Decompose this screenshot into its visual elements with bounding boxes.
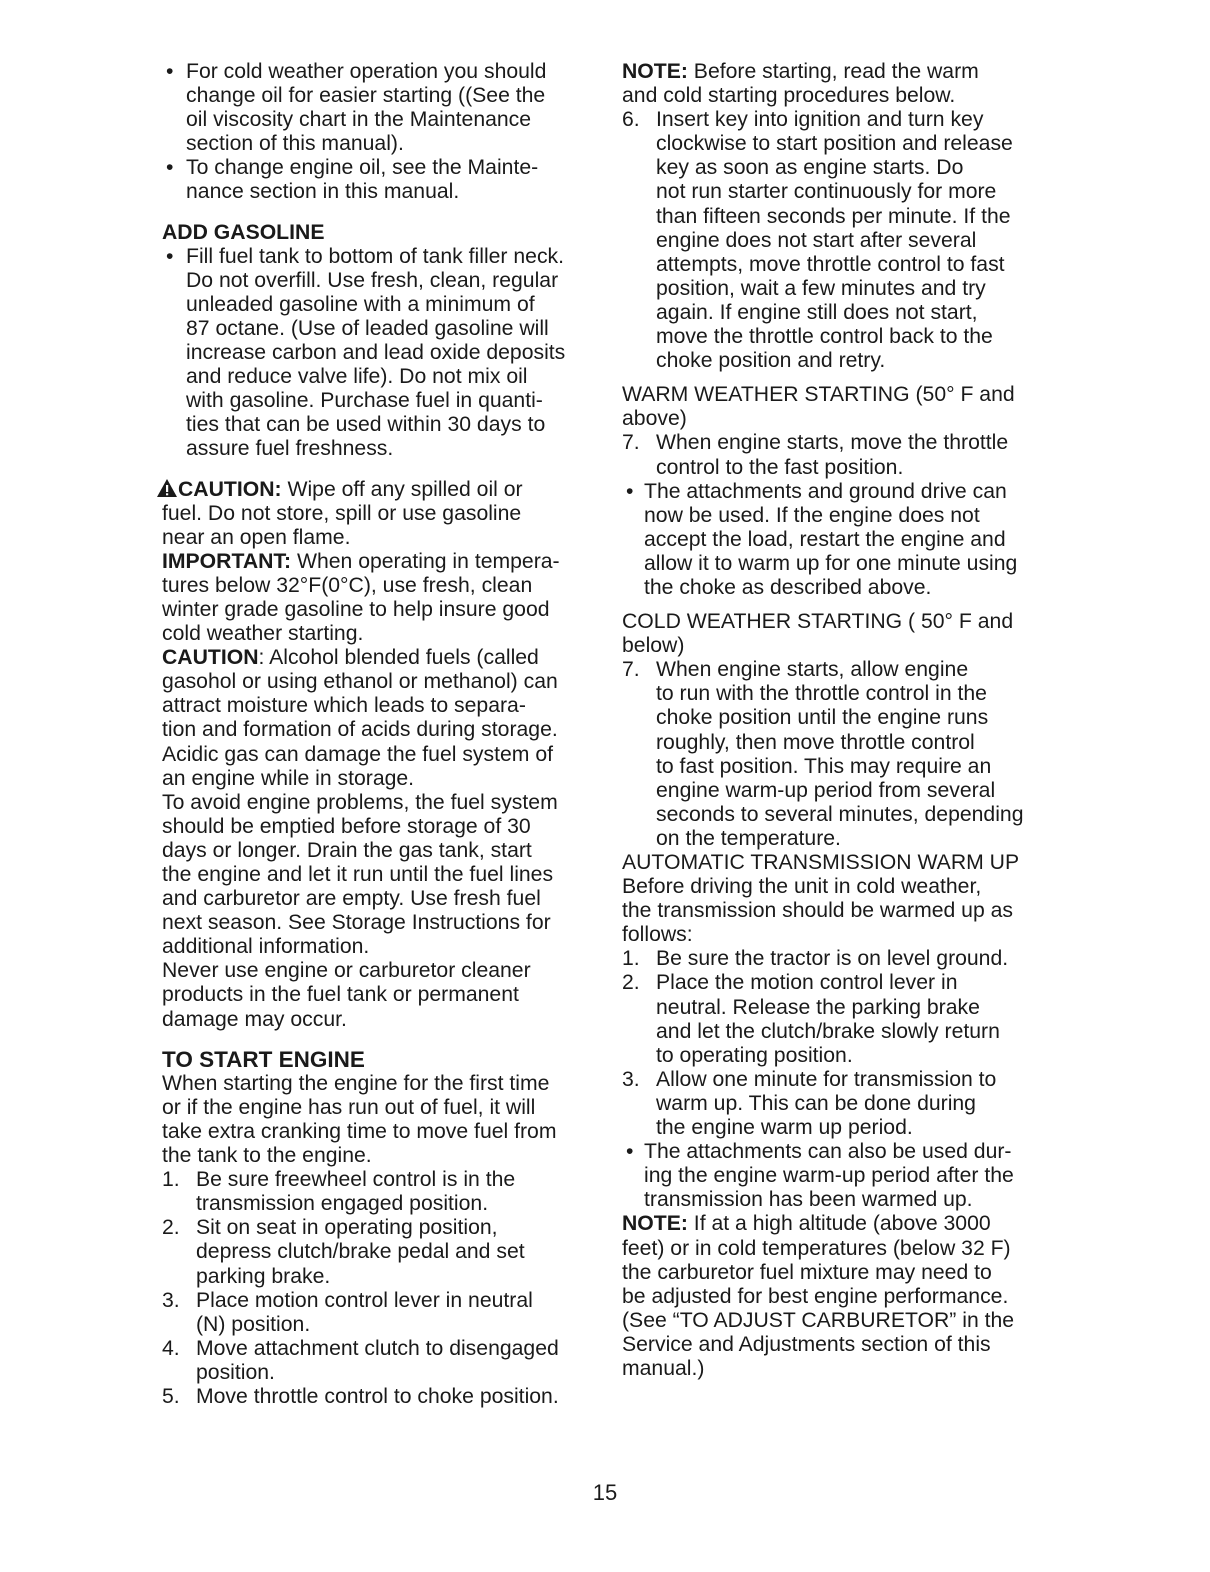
text-line: ing the engine warm-up period after the: [644, 1164, 1014, 1188]
text-line: take extra cranking time to move fuel from: [162, 1119, 557, 1143]
text-line: the engine warm up period.: [656, 1116, 913, 1140]
oil-bullet-1: [162, 60, 600, 156]
start-engine-heading: TO START ENGINE: [162, 1046, 365, 1072]
text-line: section of this manual).: [186, 132, 404, 156]
step-number: 7.: [622, 658, 640, 682]
text-line: 7. When engine starts, move the throttle: [622, 431, 1009, 455]
step-number: 7.: [622, 431, 640, 455]
start-step-2: [162, 1216, 600, 1288]
text-line: 3. Allow one minute for transmission to: [622, 1067, 997, 1091]
text-line: 6. Insert key into ignition and turn key: [622, 108, 984, 132]
warm-step-7: [622, 431, 1060, 479]
text-line: 5. Move throttle control to choke position.: [162, 1384, 559, 1408]
start-step-1: [162, 1168, 600, 1216]
text-line: engine warm-up period from several: [656, 778, 996, 802]
text-line: with gasoline. Purchase fuel in quanti-: [186, 389, 543, 413]
text-line: choke position until the engine runs: [656, 706, 989, 730]
caution-spill: [162, 478, 600, 550]
text-line: follows:: [622, 923, 693, 947]
text-line: on the temperature.: [656, 826, 841, 850]
text-line: choke position and retry.: [656, 349, 886, 373]
step-number: 5.: [162, 1384, 180, 1408]
bullet-dot: •: [626, 1140, 634, 1164]
step-number: 3.: [622, 1067, 640, 1091]
text-line: CAUTION: Wipe off any spilled oil or: [162, 478, 600, 502]
text-line: gasohol or using ethanol or methanol) can: [162, 670, 558, 694]
text-line: manual.): [622, 1356, 705, 1380]
step-number: 6.: [622, 108, 640, 132]
text-line: to run with the throttle control in the: [656, 682, 987, 706]
cold-weather-heading: [622, 610, 1060, 658]
bullet-dot: •: [166, 156, 174, 180]
text-line: fuel. Do not store, spill or use gasoline: [162, 501, 522, 525]
text-line: winter grade gasoline to help insure good: [162, 597, 550, 621]
text-line: the transmission should be warmed up as: [622, 899, 1013, 923]
text-line: seconds to several minutes, depending: [656, 802, 1024, 826]
text-line: roughly, then move throttle control: [656, 730, 975, 754]
step-number: 2.: [162, 1216, 180, 1240]
text-line: • To change engine oil, see the Mainte-: [166, 156, 539, 180]
text-line: the tank to the engine.: [162, 1144, 372, 1168]
step-number: 1.: [622, 947, 640, 971]
text-line: feet) or in cold temperatures (below 32 F): [622, 1236, 1011, 1260]
text-line: the engine and let it run until the fuel lines: [162, 863, 554, 886]
caution-alcohol: [162, 646, 600, 791]
auto-step-3: [622, 1068, 1060, 1140]
never-use-para: [162, 959, 600, 1031]
note-high-altitude: [622, 1212, 1060, 1381]
text-line: 2. Sit on seat in operating position,: [162, 1216, 498, 1240]
step-number: 3.: [162, 1288, 180, 1312]
label: NOTE:: [622, 1212, 688, 1236]
text-line: accept the load, restart the engine and: [644, 527, 1006, 551]
text-line: move the throttle control back to the: [656, 325, 993, 349]
text-line: • Fill fuel tank to bottom of tank filler neck.: [166, 244, 565, 268]
text-line: days or longer. Drain the gas tank, start: [162, 838, 532, 862]
oil-bullet-2: [162, 156, 600, 204]
text-line: To avoid engine problems, the fuel system: [162, 790, 558, 814]
text-line: or if the engine has run out of fuel, it will: [162, 1095, 536, 1119]
bullet-dot: •: [626, 479, 634, 503]
text-line: above): [622, 407, 687, 431]
start-step-5: [162, 1385, 600, 1409]
text-line: tures below 32°F(0°C), use fresh, clean: [162, 573, 533, 597]
step-number: 4.: [162, 1336, 180, 1360]
text-line: 87 octane. (Use of leaded gasoline will: [186, 316, 549, 340]
text-line: position.: [196, 1360, 275, 1384]
text-line: now be used. If the engine does not: [644, 503, 980, 527]
left-column: [162, 60, 600, 1409]
text-line: than fifteen seconds per minute. If the: [656, 204, 1011, 228]
text-line: transmission engaged position.: [196, 1192, 489, 1216]
text-line: the carburetor fuel mixture may need to: [622, 1260, 992, 1284]
text-line: additional information.: [162, 935, 370, 959]
auto-step-1: [622, 947, 1060, 971]
text-line: and carburetor are empty. Use fresh fuel: [162, 887, 541, 911]
text-line: 2. Place the motion control lever in: [622, 971, 958, 995]
text-line: and cold starting procedures below.: [622, 84, 956, 108]
text-line: position, wait a few minutes and try: [656, 276, 986, 300]
text-line: damage may occur.: [162, 1007, 347, 1031]
text-line: 4. Move attachment clutch to disengaged: [162, 1336, 559, 1360]
text-line: key as soon as engine starts. Do: [656, 156, 964, 180]
label: CAUTION: [162, 646, 259, 670]
important-note: [162, 550, 600, 646]
label: NOTE:: [622, 60, 688, 83]
text-line: transmission has been warmed up.: [644, 1188, 973, 1212]
text-line: warm up. This can be done during: [656, 1091, 976, 1115]
text-line: • For cold weather operation you should: [166, 60, 547, 83]
text-line: 3. Place motion control lever in neutral: [162, 1288, 533, 1312]
text-line: products in the fuel tank or permanent: [162, 983, 519, 1007]
auto-step-2: [622, 971, 1060, 1067]
text-line: COLD WEATHER STARTING ( 50° F and: [622, 610, 1014, 634]
text-line: change oil for easier starting ((See the: [186, 84, 546, 108]
text-line: near an open flame.: [162, 525, 351, 549]
start-step-4: [162, 1337, 600, 1385]
text-line: tion and formation of acids during storage.: [162, 718, 558, 742]
text-line: assure fuel freshness.: [186, 437, 394, 461]
text-line: be adjusted for best engine performance.: [622, 1284, 1009, 1308]
right-column: [622, 60, 1060, 1381]
start-step-3: [162, 1289, 600, 1337]
text-line: Before driving the unit in cold weather,: [622, 875, 982, 899]
text-line: WARM WEATHER STARTING (50° F and: [622, 383, 1015, 407]
text-line: control to the fast position.: [656, 455, 904, 479]
text-line: attract moisture which leads to separa-: [162, 694, 526, 718]
text-line: to operating position.: [656, 1043, 853, 1067]
text-line: Service and Adjustments section of this: [622, 1332, 991, 1356]
text-line: depress clutch/brake pedal and set: [196, 1240, 525, 1264]
text-line: nance section in this manual.: [186, 180, 460, 204]
bullet-dot: •: [166, 60, 174, 83]
text-line: clockwise to start position and release: [656, 132, 1013, 156]
add-gasoline-heading: ADD GASOLINE: [162, 220, 325, 244]
page-number: 15: [592, 1480, 618, 1505]
warm-weather-heading: [622, 383, 1060, 431]
warm-bullet: [622, 480, 1060, 600]
text-line: again. If engine still does not start,: [656, 300, 978, 324]
text-line: NOTE: Before starting, read the warm: [622, 60, 979, 83]
auto-transmission-heading: AUTOMATIC TRANSMISSION WARM UP: [622, 851, 1020, 874]
text-line: CAUTION: Alcohol blended fuels (called: [162, 646, 539, 670]
add-gasoline-bullet: [162, 245, 600, 462]
text-line: increase carbon and lead oxide deposits: [186, 341, 566, 365]
text-line: (N) position.: [196, 1312, 311, 1336]
text-line: should be emptied before storage of 30: [162, 814, 531, 838]
auto-transmission-intro: [622, 875, 1060, 947]
text-line: and let the clutch/brake slowly return: [656, 1019, 1000, 1043]
text-line: attempts, move throttle control to fast: [656, 252, 1005, 276]
label: IMPORTANT:: [162, 549, 292, 573]
text-line: • The attachments and ground drive can: [626, 479, 1007, 503]
auto-bullet: [622, 1140, 1060, 1212]
text-line: 1. Be sure the tractor is on level ground.: [622, 947, 1009, 971]
text-line: Never use engine or carburetor cleaner: [162, 959, 531, 983]
text-line: unleaded gasoline with a minimum of: [186, 292, 535, 316]
text-line: oil viscosity chart in the Maintenance: [186, 108, 532, 132]
step-number: 2.: [622, 971, 640, 995]
warning-triangle-icon: [156, 478, 178, 498]
label: CAUTION:: [178, 477, 282, 501]
text-line: NOTE: If at a high altitude (above 3000: [622, 1212, 991, 1236]
text-line: Do not overfill. Use fresh, clean, regular: [186, 268, 559, 292]
text-line: and reduce valve life). Do not mix oil: [186, 365, 528, 389]
step-number: 1.: [162, 1168, 180, 1192]
start-step-6: [622, 108, 1060, 373]
note-before-starting: [622, 60, 1060, 108]
cold-step-7: [622, 658, 1060, 851]
text-line: parking brake.: [196, 1264, 331, 1288]
avoid-problems-para: [162, 791, 600, 960]
text-line: engine does not start after several: [656, 228, 977, 252]
bullet-dot: •: [166, 244, 174, 268]
start-intro: [162, 1072, 600, 1168]
text-line: allow it to warm up for one minute using: [644, 551, 1018, 575]
text-line: 7. When engine starts, allow engine: [622, 658, 969, 682]
text-line: not run starter continuously for more: [656, 180, 997, 204]
text-line: to fast position. This may require an: [656, 754, 992, 778]
text-line: cold weather starting.: [162, 622, 364, 646]
text-line: below): [622, 634, 685, 658]
text-line: an engine while in storage.: [162, 766, 415, 790]
text-line: neutral. Release the parking brake: [656, 995, 980, 1019]
text-line: • The attachments can also be used dur-: [626, 1140, 1012, 1164]
text-line: (See “TO ADJUST CARBURETOR” in the: [622, 1308, 1015, 1332]
text-line: 1. Be sure freewheel control is in the: [162, 1168, 516, 1192]
text-line: the choke as described above.: [644, 575, 932, 599]
text-line: ties that can be used within 30 days to: [186, 413, 546, 437]
text-line: next season. See Storage Instructions for: [162, 911, 551, 935]
text-line: IMPORTANT: When operating in tempera-: [162, 549, 560, 573]
text-line: When starting the engine for the first time: [162, 1071, 550, 1095]
text-line: Acidic gas can damage the fuel system of: [162, 742, 553, 766]
